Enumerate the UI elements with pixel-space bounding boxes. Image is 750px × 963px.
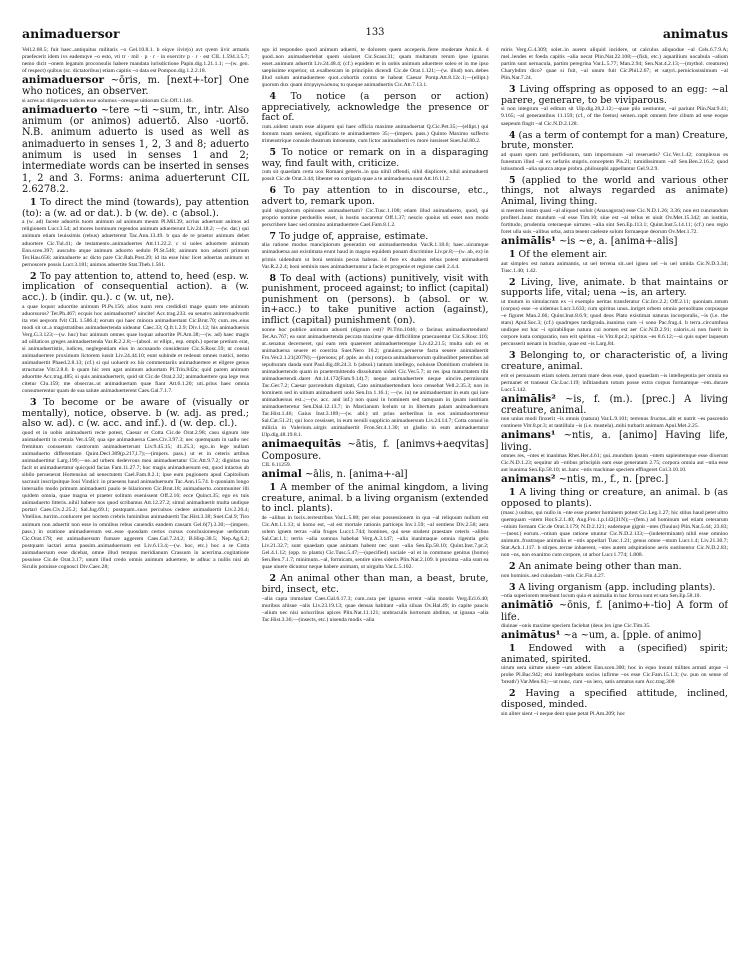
sense-definition — [501, 176, 728, 208]
citation-block: ~ntia superiorem tenebunt locum quia et animalia in hac forma sunt et sata Sen.Ep.58.10. — [501, 593, 701, 600]
headword: animālis² — [501, 392, 556, 405]
headword: animans² — [501, 473, 556, 486]
sense-text: Belonging to, or characteristic of, a living creature, animal. — [501, 350, 728, 372]
sense-definition — [262, 186, 489, 207]
citation-block: nonne hoc publice animum aduorti (dignum est)? Pl.Trin.1046; o facinus animaduortendum! Ter.An.767; ea sunt animaduertenda peccata maxime quae difficillime praecauentur Cic.S.Rosc.116; ut..senatus decerneret, qui eam rem quaereret animaduerteretque Liv.42.21.5; multa sub eo et animaduersa seuere et coercita Suet.Nero 16.2; grauiora..peruerse facta seuere animaduertit Fro.Ver.2.1.21(207N);—(persons; pf. pple. as sb.) corpora animaduersorum quibuslibet petentibus ad sepulturam danda sunt Paul.dig.48.24.3. b (absol.) tantum intellego, noluisse Domitium crudelem in animaduertendo quam in praetermittendo dissolutum uideri Cic.Ver.5.7; ut res ipsa maturitatem tibi animaduertendi..daret Att.14.172(Fam.9.14).7; neque animaduertere neque uincire..permissum Tac.Ger.7.2; Caesar parcendum dignitati, Cato animaduertendum loco censebat Vell.2.35.3; non in hominem sed in uitium animaduerti uolo Sen.Ira 1.16.1; —(w. in) ne animaduertant in eum qui iure animaduersus est..;—(w. acc. and inf.) non quasi in hominem sed tamquam in ipsam iustitiam animaduerteretur Sen.Dial.12.13.7; in Marcianum Icelum ut in libertum palam animaduersum Tac.Hist.1.46; Gaius Inst.3.189;—(w. abl.) uti prius uerberibus in eos animaduorteretur Sal.Cat.51.21; qui loco cessisset, in eum seruili supplicio animaduersum Liv.24.14.7; Cotta consul in milicia in Valerium..uirgis animaduertit Fron.Str.4.1.30; ut gladio in eum animaduertatur Ulp.dig.48.19.8.1. — [261, 326, 489, 439]
dictionary-entry — [501, 600, 728, 623]
sense-text: An animal other than man, a beast, brute, bird, insect, etc. — [261, 573, 489, 595]
sense-definition — [501, 562, 728, 573]
sense-number: 4 — [269, 91, 277, 103]
headword: animaequitās — [261, 438, 342, 451]
column-middle — [262, 47, 489, 947]
sense-number: 2 — [509, 560, 516, 572]
sense-definition — [262, 92, 489, 124]
running-header — [22, 26, 728, 40]
sense-number: 2 — [509, 276, 516, 288]
sense-definition — [501, 351, 728, 372]
sense-definition — [22, 272, 249, 304]
sense-text: A living thing or creature, an animal. b (as opposed to plants). — [501, 487, 728, 509]
sense-number: 2 — [509, 688, 516, 700]
citation-block: aut simplex est natura animantis, ut uel terrena sit..uel ignea uel ~is uel umida Cic.N.D.3.34; Tusc.1.40; 1.42. — [501, 260, 728, 274]
citation-block: si mentem istam quasi ~al aliquod uoluit (Anaxagoras) esse Cic.N.D.1.26; 3.36; non est cunctandum profiteri..hunc mundum ~al esse Tim.10; siue est ~al tellus et uiuit Ov.Met.15.342; an iustitia, fortitudo, prudentia ceteraeque uirtutes ~alia sint Sen.Ep.113.1; Quint.Inst.5.14.11; (cf.) neu regio foret ulla suis ~alibus orba, astra tenent caeleste solum formaeque deorum Ov.Met.1.72. — [501, 207, 728, 235]
right-guideword: animatus — [662, 26, 728, 41]
citation-block: quod et in uobis animaduerti recte potest, Caesar et Cotta Cic.de Orat.2.98; casu signum iste animaduertit in cretula Ver.4.58; qua spe animaduersa Caes.Civ.3.97.3; nec quemquam in uallo nec fremitum consuetum castrorum animaduerterunt Liv.9.45.15; 41.25.3; ego..in lege nullam animaduerto differentiam Quint.Decl.309(p.217,l.7);—(impers. pass.) ut et in ceteris artibus animaduertitur Larg.199;—ne..ad urbem dedevrous mea animaduertatur Cic.Att.9.7.2; dignitas tua facit ut animaduertatur quicquid facias Fam.11.27.7; hoc magis animaduersum est, quod intactus ab sibilo peruenerat Hortensius ad senectutem Cael.Fam.8.2.1; ipse eum pugionem apud Capitolium sacrauit inscripsitque Ioui Vindici: in praesens haud animaduersum Tac.Ann.15.74. b quoniam longo interuallo modo primum animaduerti paulo te hilariorem Cic.Brut.18; animaduerto..communiter illi quidem omnia, quae magna et praeter solitum euenissent Off.2.16; ecce Quinct.35; ego ex tuis animaduerto litteris..nihil habere nos quod scribamus Att.12.27.2; simul animaduertit multa undique portari Caes.Civ.2.25.2; Sal.Jug.69.1; postquam..suos perculsos cedere animaduertit Liv.2.20.4; Vitellius..turrim..conlucere per noctem crebris luminibus animaduertit Tac.Hist.3.38; Suet.Cal.9; Tiro animum non aduertit non esse in omnibus rebus cauendis eandem causam Gel.6(7).3.30;—(impers. pass.) in oratione animaduersum est..esse quosdam certos cursus conclusionesque uerborum Cic.Orat.178; est animaduersum fumare aggerem Caes.Gal.7.24.2; B.Hisp.38.5; Nep.Ag.6.2; postquam iactari arma passim..animaduersum est Liv.6.13.4;—(w. hoc, etc.) hoc a se Cotta animaduersum esse dicebat, omne illud tempus meridianum Crassum in acerrima..cogitatione posuisse Cic.de Orat.3.17; unum illud credo omnis animum aduertere, te adhuc a nullis nisi ab Siculis potuisse cognosci Div.Caec.28; — [22, 429, 249, 570]
headword: animālis¹ — [501, 234, 556, 247]
sense-definition — [262, 574, 489, 595]
citation-block: ~alia capta immolant Caes.Gal.6.17.3; cum..rara per ignaros errent ~alia montis Verg.Ecl.6.40; muribus aliisue ~alis Liv.23.19.13; quae densas habitant ~alia siluas Ov.Hal.49; in capite paucis ~alium nec nisi uolucribus apices Plin.Nat.11.121; umbraculis hortorum abditus, ut ignaua ~alia Tac.Hist.3.36;—(insects, etc.) uisenda modis ~alia — [261, 595, 489, 623]
citation-block: erit ei persuasum etiam solem..terram mare deos esse, quod quaedam ~is intellegentia per omnia ea permanet et transeat Cic.Luc.119; infitiandum totum posse extra corpus formamque ~em..durare Lucr.5.142. — [501, 372, 728, 393]
sense-definition — [501, 131, 728, 152]
sense-number: 8 — [269, 272, 277, 284]
citation-block: ad quam spem tam perfidiosum, tam importunum ~al reseruetis? Cic.Ver.1.42; complexus es funestum illud ~al ex nefariis stupris..conceptem Pis.21; tumidissimum ~al! Sen.Ben.2.16.2; quod istiusmodi ~alia spurca atque probra..philosophi appellantur Gel.9.2.9. — [501, 151, 728, 172]
dictionary-entry — [501, 630, 728, 641]
sense-text: A living organism (app. including plants). — [518, 581, 716, 593]
citation-block: a quae loquor aduortite animum Pl.Ps.156; alios tuam rem credidisti mage quam tete animum aduorsuros? Ter.Ph.467; ecquis hoc animaduortet? uincite! Acc.trag.233. ea senatvs animvmadvortit ita vtei aeqvom fvit CIL 1.586.4; eorum qui haec minora animaduertant Cic.Brut.70; cum..res..eius modi sit ut..a magistratibus animaduertenda uideatur Caec.33; Q.fr.1.2.9; Div.1.12; his animaduersis Verg.G.3.123;—(w. huc) huc animum omnes quae loquar aduortite Pl.Am.38;—(w. ad) haec magis ad uillaticos greges animaduertenda Var.R.2.2.8;—(absol. or ellipt., esp. emph.) operae pretium erat, si animaduertistis, iudices, neglegentiam eius in accusando considerare Cic.S.Rosc.59; ut consul animaduertere proximum lictorem iussit Liv.24.44.10; eunt subinde et redeunt omnes rustici, nemo animaduertit Phaed.2.8.13; (cf.) si qui uoluerit ex his commentariis animaduertere et eligere genus structurae Vitr.2.8.8. b quam hic rem agat animum aduortam Pl.Trin.842a; quid parem animum aduortite Acc.trag.485; si quis animaduerterit, quid sit Cic.de Orat.2.32; animaduertere qua lege reus citetur Clu.159; me obsecras..ut animaduertam quae fiant Att.6.1.20; uti..prius haec omnia consumerentur quam de sua salute animaduerterent Caes.Gal.7.1.7. — [22, 303, 249, 395]
citation-block: uirum uera uirtute uiuere ~um addecet Enn.scen.300; hoc in equo insunt milites armati atque ~i probe Pl.Bac.942; etsi intellegebam socios infirme ~os esse Cic.Fam.15.1.3; (w. pun on sense of 'breath') Var.Men.63;—ut nunc, cum ~us iero, satis armatus sum Acc.trag.308 — [501, 665, 728, 686]
left-guideword: animaduersor — [22, 26, 120, 41]
dictionary-entry — [22, 75, 249, 98]
sense-text: A member of the animal kingdom, a living creature, animal. b a living organism (extended to incl. plants). — [261, 482, 489, 515]
text-columns — [22, 47, 728, 947]
citation-block: si non integrum ~al editum sit Ulp.dig.28,2.12;—quae pilo uestiuntur, ~al pariunt Plin.Nat.9.41; 9.165; ~al generantibus 11.159; (cf., of the foetus) semen..rapit omnem fere cibum ad sese eoque saepeum fingit ~al Cic.N.D.2.128. — [501, 106, 728, 127]
sense-text: To direct the mind (towards), pay attention (to): a (w. ad or dat.). b (w. de). c (absol.). — [22, 197, 249, 219]
sense-number: 5 — [509, 174, 516, 186]
sense-text: (applied to the world and various other things, not always regarded as animate) Animal, living thing. — [501, 174, 728, 208]
sense-text: (as a term of contempt for a man) Creature, brute, monster. — [501, 129, 728, 152]
sense-text: To notice (a person or action) appreciatively, acknowledge the presence or fact of. — [261, 91, 489, 124]
citation-block: diuinae ~onis maxime speciem faciebat (deus )ex igne Cic.Tim.35. — [501, 622, 651, 629]
sense-number: 7 — [269, 230, 277, 242]
citation-block: omnes res, ~ntes et inanimas Rhet.Her.4.61; qui..mundum ipsum ~ntem sapientemque esse dixerunt Cic.N.D.1.23; sequitur ab ~ntibus principiis eam esse generatam 2.75; corpora omnia aut ~ntia esse aut inanima Sen.Ep.58.10; ut..hanc ~ntis machinae speciem effingeret Col.3.10.10. — [501, 452, 728, 474]
citation-block: Vell.2.68.5; fuit haec..antiquitus militaris ~o Gel.10.8.1. b eiqve iivir(o) avt qvem iivir armatis praefecerit idem ivs eademqve ~o esto, vti tr · mil · p · r · in exercitv p · r · est CIL 1.594.3.5.7; nemo dicit ~onem legatum proconsulis habere mandata iurisdictione Papin.dig.1.21.1.1; —(w. gen. of respect) quibus (sc. dictatoribus) etiam capitis ~o data est Pompon.dig.1.2.2.18. — [22, 47, 249, 75]
sense-number: 4 — [509, 129, 516, 141]
citation-block: miris Verg.G.4.309; solet..in aurem aliquid incidere, ut calculus aliquodue ~al Cels.6.7.9.A; mel..lendes et foeda capitis ~alia necat Plin.Nat.22.108;—(fish, etc.) aquatilium uocabula ~alium partim sunt uernacula, partim peregrina Var.L.5.77; Man.2.94; Sen.Nat.4.2.13;—(mythol. creatures) Charybdim dico? quae si fuit, ~al unum fuit Cic.Phil.2.67; et satyri..perniciosissimum ~al Plin.Nat.7.24. — [501, 47, 728, 82]
headword: animātiō — [501, 599, 554, 612]
entry-definition: ~a ~um, a. [pple. of animo] — [563, 629, 702, 641]
sense-text: To become or be aware of (visually or mentally), notice, observe. b (w. adj. as pred.; also w. ad). c (w. acc. and inf.). d (w. dep. cl.). — [22, 397, 249, 430]
sense-number: 2 — [30, 270, 37, 282]
sense-text: To pay attention to, attend to, heed (esp. w. implication of consequential action). a (w. acc.). b (indir. qu.). c (w. ut, ne). — [22, 270, 249, 303]
column-right — [501, 47, 728, 947]
entry-definition: ~ntis, m., f., n. [prec.] — [558, 474, 669, 486]
sense-definition — [262, 232, 489, 243]
sense-text: Endowed with a (specified) spirit; animated, spirited. — [501, 643, 728, 665]
sense-number: 3 — [509, 84, 516, 96]
sense-number: 3 — [30, 397, 37, 409]
sense-number: 6 — [269, 185, 277, 197]
dictionary-entry — [501, 474, 728, 485]
sense-text: Of the element air. — [518, 249, 608, 261]
sense-number: 1 — [509, 487, 516, 499]
citation-block: sin aliter sient ~i neque dent quae petat Pl.Am.209; hoc — [501, 710, 626, 717]
citation-block: alia ratione modus mancipiorum generatim est animaduertendus Var.R.1.18.6; haec..uicumque animaduersa aut existimata erunt haud in magno equidem ponam discrimine Liv.pr.8;—(w. ab, ex) in primis uidendum ut boni seminis pecus habeas. id fere ex duabus rebus potest animaduerti Var.R.2.2.4; boni seminis sues animaduertuntur a facie et progenie et regione caeli 2.4.4. — [261, 242, 489, 270]
sense-definition — [501, 278, 728, 299]
sense-text: To notice or remark on in a disparaging way, find fault with, criticize. — [261, 147, 489, 169]
sense-text: Having a specified attitude, inclined, disposed, minded. — [501, 688, 728, 711]
citation-block: ut mutum in simulacrum ex ~i exemplo ueritas transferatur Cic.Inv.2.2; Off.2.11; quoniam..totum (corpus) esse ~e uidemus Lucr.3.633; cum spiritus unus..inriget orbem omnia peruolitans corpusque ~e figuret Man.2.66; Quint.Inst.8.6.9; quod deos Plato existimat naturas incorporalis, ~is (i.e. the stars) Apul.Soc.3; (cf.) quadrupes tardigrada..inanima cum ~i sono Pac.frag.4. b terra..circumfusa undique est hac ~i spirabilique natura cui nomen est aer Cic.N.D.2.91; caloris..si non fuerit in corpore iusta comparatio, non erit spiritus ~is Vitr.8.pr.2; spiritus ~es 8.6.12;—si quis super laqueum percusserit uenam in brachio, quae est ~is Larg.84. — [501, 299, 728, 348]
sense-text: To deal with (actions) punitively, visit with punishment, proceed against; to inflict (capital) punishment on (persons). b (absol. or w. in+acc.) to take punitive action (against), inflict (capital) punishment (on). — [261, 272, 489, 326]
sense-definition — [501, 488, 728, 509]
entry-definition: ~ntis, a. [animo] Having life, living. — [501, 430, 728, 453]
dictionary-entry — [262, 469, 489, 480]
sense-definition — [262, 274, 489, 327]
dictionary-entry — [501, 236, 728, 247]
sense-number: 5 — [269, 147, 277, 159]
citation-block: non hominis..sed cuiusdam ~ntis Cic.Fin.4.27. — [501, 572, 606, 579]
citation-block: cum sit quaedam certa uox Romani generis..in qua nihil offendi, nihil displicere, nihil animaduerti possit Cic.de Orat.3.44; libenter ea corrigam quae a te animaduersa sunt Att.16.11.2. — [261, 169, 489, 183]
headword: animātus¹ — [501, 628, 561, 641]
sense-number: 3 — [509, 581, 516, 593]
citation-block: si acres ac diligentes iudices esse uolumus ~oresque uitiorum Cic.Off.1.146. — [22, 97, 193, 104]
dictionary-entry — [501, 430, 728, 453]
page-number: 133 — [365, 27, 385, 38]
entry-definition: ~is ~e, a. [anima+-alis] — [558, 235, 678, 247]
sense-text: Living, live, animate. b that maintains or supports life, vital; uena ~is, an artery. — [501, 276, 728, 299]
sense-text: To judge of, appraise, estimate. — [279, 230, 429, 242]
entry-definition: ~ōnis, f. [animo+-tio] A form of life. — [501, 600, 728, 623]
sense-text: An animate being other than man. — [518, 560, 682, 572]
sense-number: 1 — [509, 643, 516, 655]
headword: animaduerto — [22, 103, 98, 116]
entry-definition: ~is, f. (m.). [prec.] A living creature, animal. — [501, 393, 728, 416]
citation-block: (masc.) uultus, qui nullo in ~nte esse praeter hominem potest Cic.Leg.1.27; hic stilus haud petet ultro quemquam ~ntem Hor.S.2.1.40; Aug.Fro.1.p.142(31N);—(fem.) ad hominum uel etiam ceterarum ~ntium formam Cic.de Orat.3.179; N.D.2.121; eademque gignit ~ntes (fluuius) Plin.Nat.5.44; 23.83;—(neut.) eorum..~ntium quae ratione utuntur Cic.N.D.2.133;—(indeterminate) nihil esse omnino animum..frustraque animalia et ~ntis appellari Tusc.1.21; genus omne ~ntum Lucr.1.4; Liv.21.30.7; Stat.Ach.1.117. b stirpes..terrae inhaerent, ~ntes autem adspiratione aeris sustinentur Cic.N.D.2.83; non ~ns, non exanimo cum corpore, ut arbor Lucr.1.774; 1.808. — [501, 509, 728, 558]
citation-block: CIL 6.11259. — [261, 461, 292, 468]
sense-definition — [22, 398, 249, 430]
sense-number: 1 — [509, 249, 516, 261]
headword: animans¹ — [501, 429, 556, 442]
entry-definition: ~ōris, m. [next+-tor] One who notices, an observer. — [22, 75, 249, 98]
dictionary-entry — [501, 394, 728, 417]
sense-number: 1 — [269, 482, 277, 494]
column-left — [22, 47, 249, 947]
entry-definition: ~ātis, f. [animvs+aeqvitas] Composure. — [261, 439, 489, 462]
sense-definition — [501, 85, 728, 106]
sense-definition — [22, 198, 249, 219]
entry-definition: ~ālis, n. [anima+-al] — [304, 468, 408, 480]
sense-number: 1 — [30, 197, 37, 209]
sense-definition — [501, 644, 728, 665]
headword: animaduersor — [22, 74, 104, 87]
citation-block: quid singulorum opiniones animaduertam? Cic.Tusc.1.108; etiam illud animaduerto, quod, qui proprio nomine perduellis esset, is hostis uocaretur Off.1.37; nescio quoius uti esset non modo perscribere haec sed omnino animaduertere Cael.Fam.8.1.2. — [261, 207, 489, 228]
citation-block: de ~alibus in locis..terrestribus Var.L.5.80; per eius possessionem in qua ~al reliquum nullum est Cic.Att.1.1.13; si homo est, ~al est mortale rationis particeps Inv.1.59; ~al sentiens Div.2.58; aera solem ignem terras ~alia fruges Lucr.1.744; homines, qui sese student praestare ceteris ~alibus Sal.Cat.1.1; terris ~alia somnus habebat Verg.A.3.147; ~alia inanimaque omnia rigentia gelu Liv.21.32.7; sunt quaedam quae animam habent nec sunt ~alia Sen.Ep.58.10; Quint.Inst.7.pr.2; Gel.4.1.12; (opp. to plants) Cic.Tusc.5.47;—(specified) sociale ~al et in commune genitus (homo) Sen.Ben.7.1.7; minimum..~al, formicam, sentire uires sideris Plin.Nat.2.109. b proxima ~alia sunt ea quae uiuere dicuntur neque habere animam, ut uirgulta Var.L.5.102. — [261, 515, 489, 571]
sense-definition — [501, 583, 728, 594]
sense-text: Living offspring as opposed to an egg: ~al parere, generare, to be viviparous. — [501, 84, 728, 106]
sense-number: 2 — [269, 573, 277, 585]
entry-definition: ~tere ~ti ~sum, tr., intr. Also animum (or animos) aduertō. Also -uortō. N.B. animum aduerto is used as well as animaduerto in senses 1, 2, 3 and 8; aduerto animum is used in senses 1 and 2; intermediate words can be inserted in senses 1, 2 and 3. Forms: anima aduerterunt CIL 2.6278.2. — [22, 104, 249, 195]
citation-block: a (w. ad) facete aduortis tuom animum ad animum meum Pl.Mil.39; acrius aduertunt animos ad religionem Lucr.3.54; ad mores hominum regendos animum aduerterunt Liv.24.18.2; —(w. dat.) qui animum etiam leuissimis (rebus) aduerterent Tac.Ann.13.49. b qua de re praetor animum debet aduortere Cic.Tul.41; de testamento..animaduertes Att.11.22.2. c si uoles aduortere animum Enn.scen.397; ausculto atque animum aduorto sedulo Pl.St.546; animum non aduorti primum Ter.Hau.656; animaduerte ac dicto pare Cic.Rab.Post.29; id ita esse hinc licet aduertas animum ut pernoscere possis Lucr.3.181; animos aduertite Stat.Theb.1.561. — [22, 219, 249, 268]
citation-block: non unius modi finxerit ~is omnis (natura) Var.L.9.101; terrenus fructus..alit et nutrit ~es pascendo continere Vitr.8.pr.3; ut tantillula ~is (i.e. mustela)..mihi turbarit animum Apul.Met.2.25. — [501, 416, 728, 430]
dictionary-entry — [22, 105, 249, 195]
citation-block: cum..uident unum esse aliquem qui haec officia maxime animaduertat Q.Cic.Pet.35;—(ellipt.) qui domum tuam uenient, significato te animaduertere 35;—(impers. pass.) Quinto Maximo suffecto trimenstrique consule theatrum introeunte, cum lictor animaduerti ex more iussisset Suet.Jul.80.2. — [261, 124, 489, 145]
sense-definition — [262, 148, 489, 169]
sense-number: 3 — [509, 350, 516, 362]
sense-definition — [501, 250, 728, 261]
sense-definition — [262, 483, 489, 515]
headword: animal — [261, 467, 302, 480]
sense-text: To pay attention to in discourse, etc., advert to, remark upon. — [261, 185, 489, 208]
sense-definition — [501, 689, 728, 710]
citation-block: ego id respondeo quod animum aduerti, te dolorem quem acceperis..ferre moderate Amic.8. d quod..non animaduertebat quem uiolaret Cic.Scaur.31; quam multarum rerum ipse ignarus esset..animum aduertit Liv.24.48.4; (cf.) equidem et in uobis animum aduertere soleo et in me ipso saepissime experior, ut..exalbescam in principiis dicendi Cic.de Orat.1.121;—(w. illud) non..debes illud solum animaduertere quot..cohortis contra te habeat Caesar Pomp.Att.8.12c.1;—(ellipt.) quorum dux quam ἀτεργιγνώσκοις tu quoque animaduertis Cic.Att.7.13.1. — [261, 47, 489, 89]
dictionary-entry — [262, 439, 489, 462]
